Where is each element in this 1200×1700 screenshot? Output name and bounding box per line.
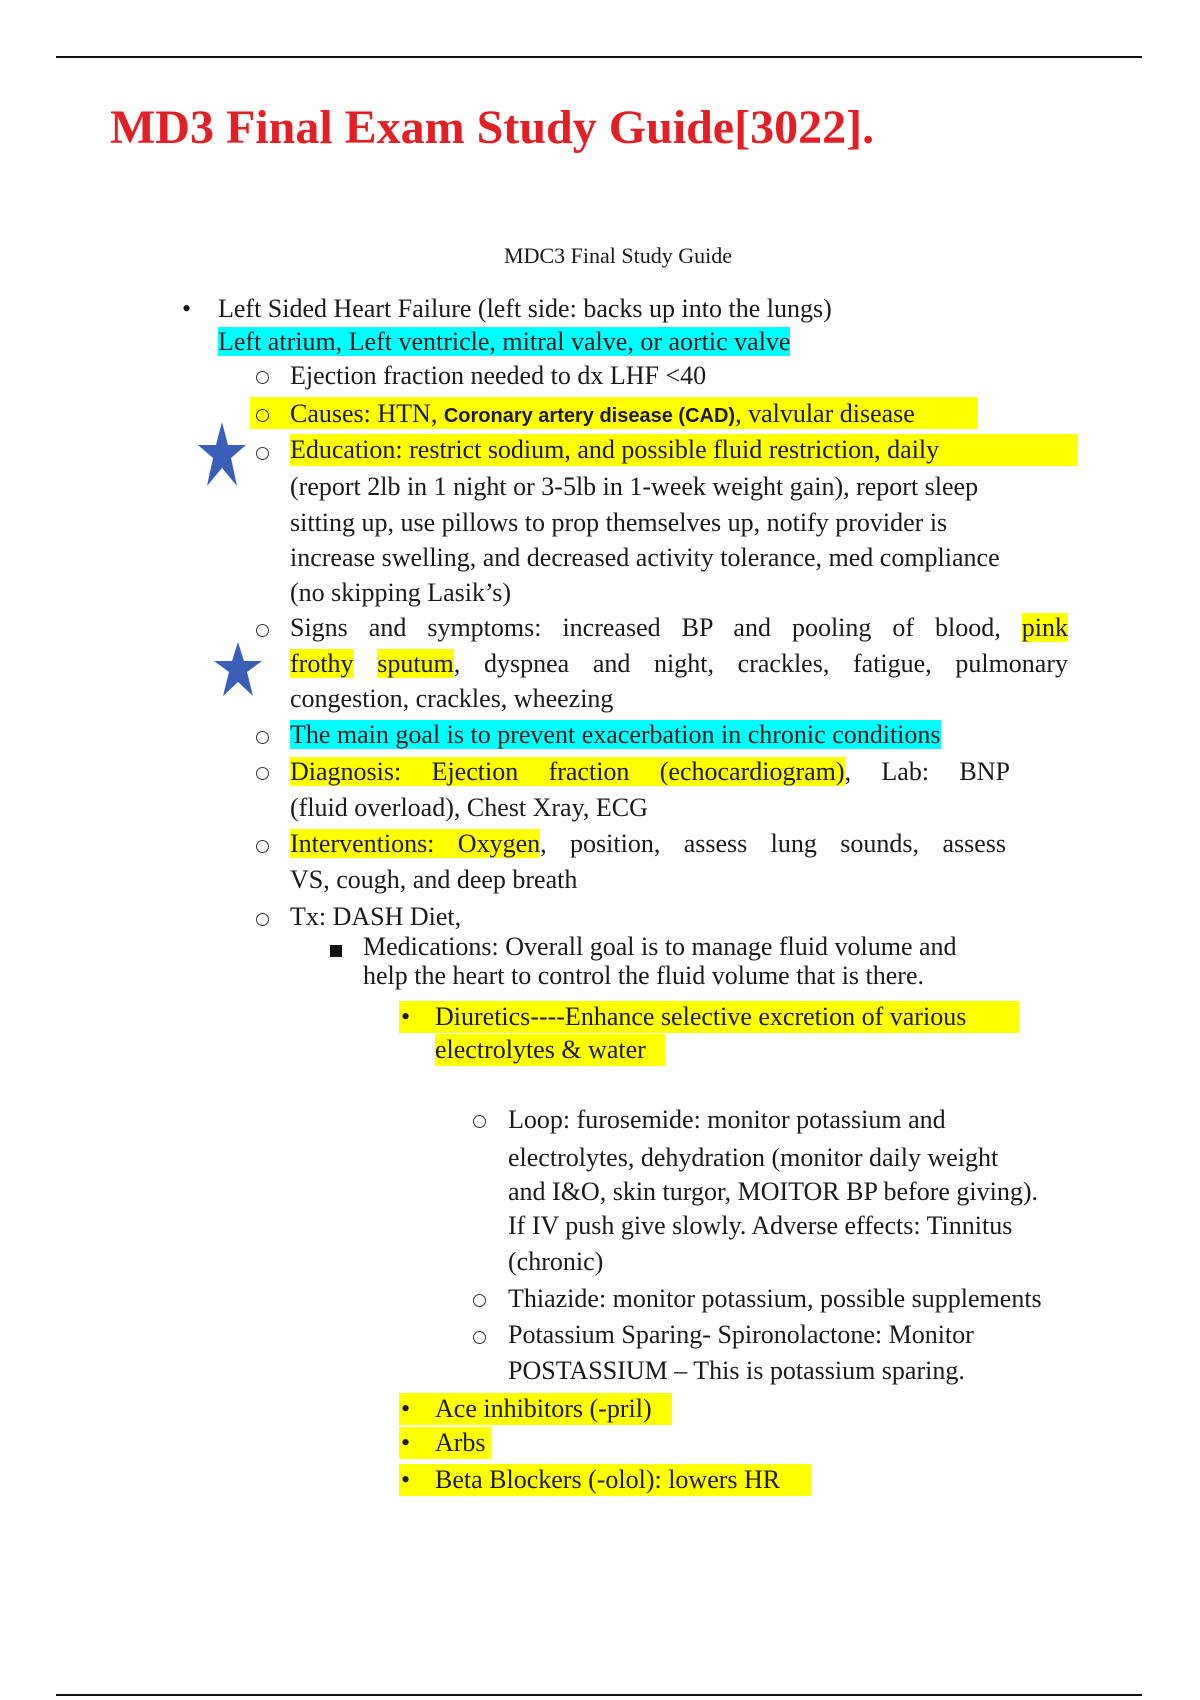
- lhf-heading: Left Sided Heart Failure (left side: backs up into the lungs): [218, 294, 832, 323]
- meds-intro-1: Medications: Overall goal is to manage fluid volume and: [363, 932, 957, 961]
- ss-pink: pink: [1021, 613, 1068, 642]
- diuretics-line-2: electrolytes & water: [435, 1035, 646, 1064]
- bb-item: Beta Blockers (-olol): lowers HR: [435, 1465, 781, 1494]
- edu-line-5: (no skipping Lasik’s): [290, 578, 511, 607]
- thiazide-item: Thiazide: monitor potassium, possible supplements: [508, 1284, 1042, 1313]
- document-subtitle: MDC3 Final Study Guide: [504, 243, 732, 268]
- goal-item: [290, 718, 941, 752]
- loop-line-4: If IV push give slowly. Adverse effects: Tinnitus: [508, 1211, 1013, 1240]
- loop-line-3: and I&O, skin turgor, MOITOR BP before giving).: [508, 1177, 1038, 1206]
- int-highlight: Interventions: Oxygen: [290, 829, 541, 858]
- edu-line-1: Education: restrict sodium, and possible fluid restriction, daily: [290, 435, 940, 464]
- bullet-circle: [473, 1115, 486, 1128]
- diuretics-line-1: Diuretics----Enhance selective excretion of various: [435, 1002, 967, 1031]
- bullet-circle: [473, 1331, 486, 1344]
- causes-paren: (: [672, 405, 686, 427]
- bullet-circle: [473, 1294, 486, 1307]
- bullet-circle: [256, 371, 269, 384]
- ss-line-2: [290, 647, 1068, 681]
- edu-line-4: increase swelling, and decreased activity tolerance, med compliance: [290, 543, 1000, 572]
- ksparing-line-2: POSTASSIUM – This is potassium sparing.: [508, 1356, 965, 1385]
- loop-line-5: (chronic): [508, 1247, 604, 1276]
- causes-prefix: Causes: HTN,: [290, 399, 444, 428]
- ss-frothy: frothy: [290, 649, 354, 678]
- ss-sputum: sputum: [377, 649, 454, 678]
- causes-cad: Coronary artery disease: [443, 405, 673, 427]
- edu-line-2: (report 2lb in 1 night or 3-5lb in 1-week weight gain), report sleep: [290, 472, 979, 501]
- int-line-2: VS, cough, and deep breath: [290, 865, 578, 894]
- ksparing-line-1: Potassium Sparing- Spironolactone: Monitor: [508, 1320, 974, 1349]
- int-rest: , position, assess lung sounds, assess: [540, 829, 1007, 858]
- bullet-circle: [256, 624, 269, 637]
- bullet-circle: [256, 913, 269, 926]
- star-icon: [213, 640, 263, 698]
- bullet-circle: [256, 409, 269, 422]
- bullet-dot: •: [401, 1002, 411, 1031]
- top-rule: [56, 56, 1142, 58]
- bullet-circle: [256, 840, 269, 853]
- bullet-dot: •: [401, 1465, 411, 1494]
- tx-item: Tx: DASH Diet,: [290, 902, 462, 931]
- lhf-structures-text: Left atrium, Left ventricle, mitral valve, or aortic valve: [218, 327, 791, 356]
- ace-item: Ace inhibitors (-pril): [435, 1394, 652, 1423]
- bullet-circle: [256, 731, 269, 744]
- ss-line-1-text: Signs and symptoms: increased BP and pooling of blood,: [290, 613, 1022, 642]
- star-icon: [197, 420, 247, 490]
- causes-cad-abbr: CAD): [685, 405, 736, 427]
- ef-item: Ejection fraction needed to dx LHF <40: [290, 361, 707, 390]
- loop-line-2: electrolytes, dehydration (monitor daily weight: [508, 1143, 999, 1172]
- goal-text: The main goal is to prevent exacerbation in chronic conditions: [290, 720, 941, 749]
- arbs-item: Arbs: [435, 1428, 486, 1457]
- causes-item: [290, 397, 915, 433]
- meds-intro-2: help the heart to control the fluid volume that is there.: [363, 961, 925, 990]
- bullet-circle: [256, 767, 269, 780]
- document-title: MD3 Final Exam Study Guide[3022].: [110, 101, 875, 154]
- bullet-square: [330, 945, 342, 957]
- dx-highlight: Diagnosis: Ejection fraction (echocardiogram): [290, 757, 845, 786]
- loop-line-1: Loop: furosemide: monitor potassium and: [508, 1105, 946, 1134]
- ss-line-1: [290, 611, 1068, 645]
- dx-line-2: (fluid overload), Chest Xray, ECG: [290, 793, 648, 822]
- dx-lab: , Lab: BNP: [844, 757, 1010, 786]
- lhf-structures: [218, 325, 790, 359]
- bullet-circle: [256, 447, 269, 460]
- bullet-dot: •: [401, 1428, 411, 1457]
- ss-line-3: congestion, crackles, wheezing: [290, 684, 614, 713]
- int-line-1: [290, 827, 1006, 861]
- ss-line-2-text: , dyspnea and night, crackles, fatigue, pulmonary: [453, 649, 1068, 678]
- bottom-rule: [56, 1694, 1142, 1696]
- edu-line-3: sitting up, use pillows to prop themselves up, notify provider is: [290, 508, 948, 537]
- causes-suffix: , valvular disease: [735, 399, 915, 428]
- bullet-dot: •: [182, 294, 192, 323]
- dx-line-1: [290, 755, 1010, 789]
- bullet-dot: •: [401, 1394, 411, 1423]
